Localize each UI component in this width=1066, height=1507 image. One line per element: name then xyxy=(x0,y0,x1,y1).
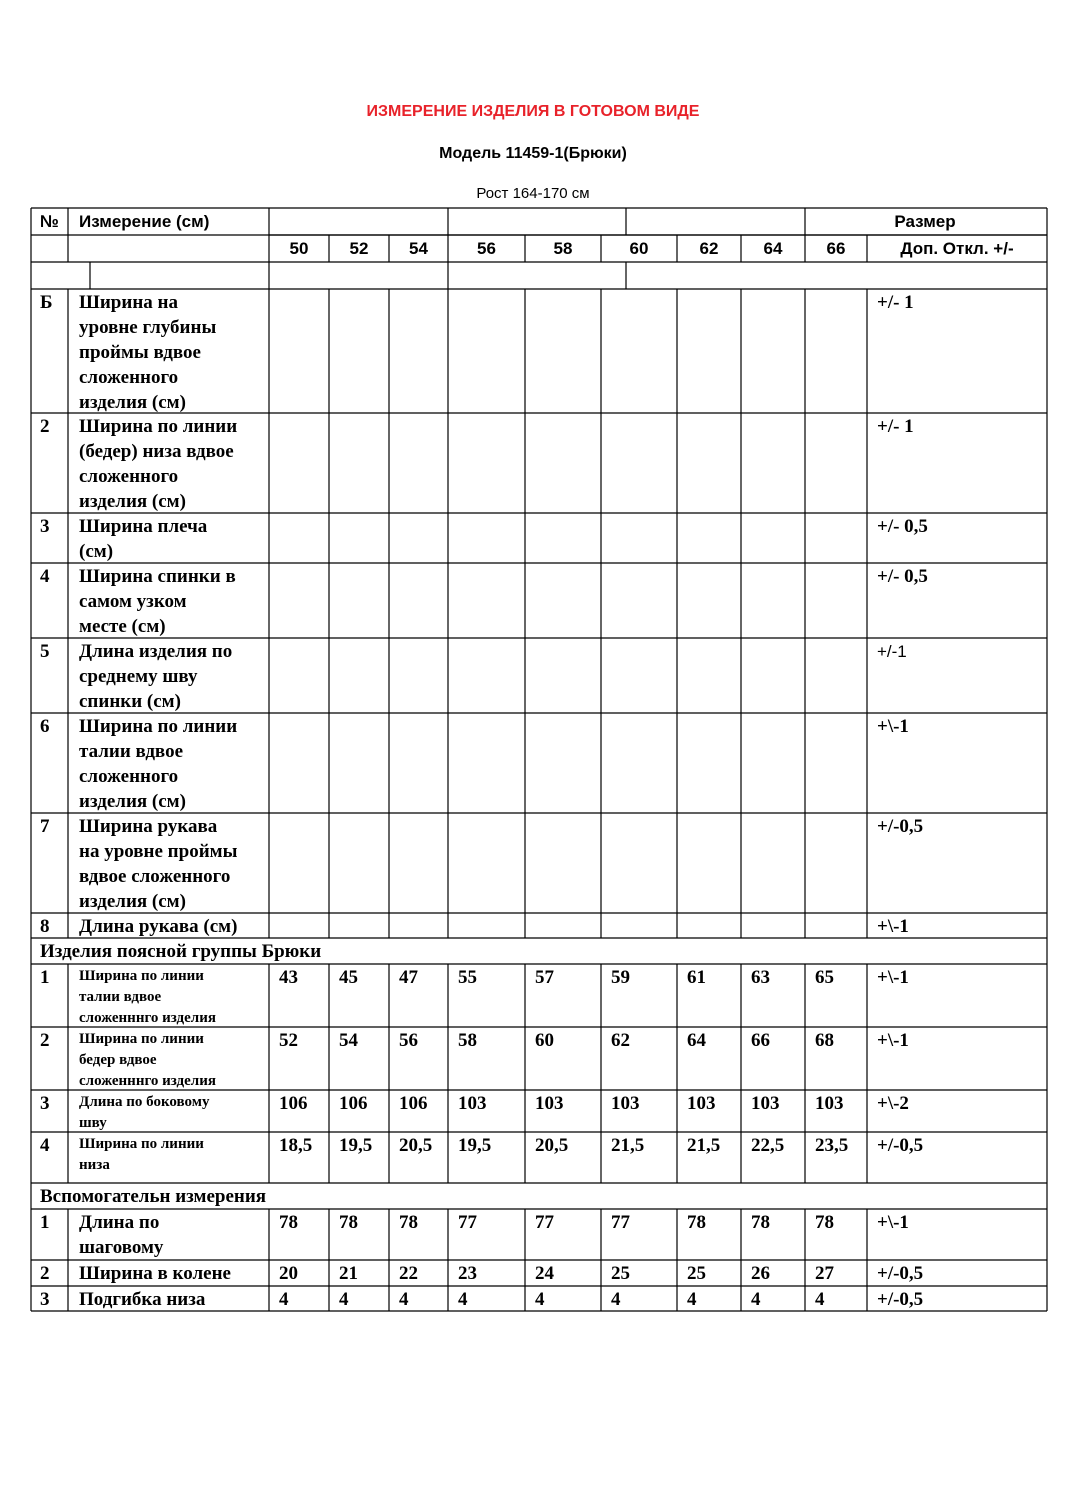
measure-label: уровне глубины xyxy=(79,317,217,338)
size-header-56: 56 xyxy=(477,239,496,258)
col-tol-header: Доп. Откл. +/- xyxy=(900,239,1014,258)
measure-label: сложенннго изделия xyxy=(79,1073,216,1089)
size-value: 57 xyxy=(535,967,554,988)
tolerance: +/-0,5 xyxy=(877,1263,924,1284)
row-num: 1 xyxy=(40,1212,50,1233)
size-header-58: 58 xyxy=(553,239,573,258)
row-num: 4 xyxy=(40,1135,50,1156)
size-value: 4 xyxy=(279,1289,289,1310)
size-value: 78 xyxy=(751,1212,770,1233)
size-value: 56 xyxy=(399,1030,418,1051)
measure-label: сложенного xyxy=(79,466,179,487)
size-value: 25 xyxy=(687,1263,706,1284)
size-value: 4 xyxy=(751,1289,761,1310)
size-header-64: 64 xyxy=(763,239,783,258)
tolerance: +/-1 xyxy=(877,642,907,661)
size-value: 4 xyxy=(458,1289,468,1310)
measure-label: Ширина по линии xyxy=(79,716,238,737)
size-value: 77 xyxy=(458,1212,477,1233)
measure-label: Длина по xyxy=(79,1212,160,1233)
size-header-60: 60 xyxy=(629,239,649,258)
measure-label: сложенннго изделия xyxy=(79,1010,216,1026)
size-value: 47 xyxy=(399,967,418,988)
size-value: 4 xyxy=(399,1289,409,1310)
measure-label: вдвое сложенного xyxy=(79,866,231,887)
measure-label: изделия (см) xyxy=(79,891,186,912)
size-value: 19,5 xyxy=(339,1135,373,1156)
measure-label: (бедер) низа вдвое xyxy=(79,441,234,462)
measure-label: месте (см) xyxy=(79,616,166,637)
size-value: 78 xyxy=(339,1212,358,1233)
size-value: 64 xyxy=(687,1030,706,1051)
tolerance: +/-0,5 xyxy=(877,1289,924,1310)
size-value: 103 xyxy=(535,1093,564,1114)
measure-label: среднему шву xyxy=(79,666,198,687)
size-value: 54 xyxy=(339,1030,358,1051)
size-value: 43 xyxy=(279,967,298,988)
measure-label: талии вдвое xyxy=(79,741,183,762)
size-value: 25 xyxy=(611,1263,630,1284)
measure-label: сложенного xyxy=(79,367,179,388)
measure-label: Ширина по линии xyxy=(79,416,238,437)
row-num: 7 xyxy=(40,816,50,837)
size-value: 60 xyxy=(535,1030,554,1051)
size-header-66: 66 xyxy=(826,239,846,258)
size-value: 103 xyxy=(611,1093,640,1114)
size-value: 4 xyxy=(339,1289,349,1310)
measure-label: Ширина плеча xyxy=(79,516,208,537)
measure-label: Длина изделия по xyxy=(79,641,233,662)
tolerance: +/- 0,5 xyxy=(877,516,928,537)
size-value: 4 xyxy=(687,1289,697,1310)
size-value: 19,5 xyxy=(458,1135,492,1156)
measure-label: изделия (см) xyxy=(79,791,186,812)
col-measure-header: Измерение (см) xyxy=(79,212,210,231)
measure-label: низа xyxy=(79,1157,110,1173)
size-value: 22 xyxy=(399,1263,418,1284)
measure-label: Ширина спинки в xyxy=(79,566,236,587)
size-value: 103 xyxy=(687,1093,716,1114)
measure-label: бедер вдвое xyxy=(79,1052,157,1068)
tolerance: +\-1 xyxy=(877,916,909,937)
size-value: 27 xyxy=(815,1263,834,1284)
size-value: 103 xyxy=(458,1093,487,1114)
size-value: 103 xyxy=(751,1093,780,1114)
measure-label: Ширина по линии xyxy=(79,1031,204,1047)
size-value: 61 xyxy=(687,967,706,988)
measure-label: Ширина по линии xyxy=(79,1136,204,1152)
size-value: 23 xyxy=(458,1263,477,1284)
size-value: 77 xyxy=(611,1212,630,1233)
row-num: Б xyxy=(40,292,53,313)
row-num: 3 xyxy=(40,1093,50,1114)
row-num: 4 xyxy=(40,566,50,587)
measure-label: (см) xyxy=(79,541,114,562)
row-num: 3 xyxy=(40,516,50,537)
size-value: 66 xyxy=(751,1030,770,1051)
size-value: 21,5 xyxy=(611,1135,645,1156)
row-num: 5 xyxy=(40,641,50,662)
size-value: 4 xyxy=(611,1289,621,1310)
size-value: 20 xyxy=(279,1263,298,1284)
section-title-auxiliary: Вспомогательн измерения xyxy=(40,1186,267,1207)
size-value: 18,5 xyxy=(279,1135,313,1156)
size-value: 55 xyxy=(458,967,477,988)
measure-label: Ширина рукава xyxy=(79,816,218,837)
measure-label: изделия (см) xyxy=(79,392,186,413)
tolerance: +/-0,5 xyxy=(877,816,924,837)
measure-label: на уровне проймы xyxy=(79,841,238,862)
row-num: 2 xyxy=(40,1263,50,1284)
row-num: 3 xyxy=(40,1289,50,1310)
row-num: 2 xyxy=(40,1030,50,1051)
tolerance: +/- 1 xyxy=(877,416,914,437)
size-value: 62 xyxy=(611,1030,630,1051)
size-value: 45 xyxy=(339,967,358,988)
size-value: 24 xyxy=(535,1263,554,1284)
measure-label: Ширина по линии xyxy=(79,968,204,984)
size-header-62: 62 xyxy=(699,239,719,258)
size-value: 58 xyxy=(458,1030,477,1051)
height-label: Рост 164-170 см xyxy=(476,185,590,202)
measure-label: спинки (см) xyxy=(79,691,181,712)
size-value: 106 xyxy=(279,1093,308,1114)
size-value: 22,5 xyxy=(751,1135,785,1156)
measure-label: проймы вдвое xyxy=(79,342,201,363)
size-value: 4 xyxy=(815,1289,825,1310)
size-value: 106 xyxy=(399,1093,428,1114)
col-num-header: № xyxy=(40,212,59,231)
size-value: 20,5 xyxy=(399,1135,433,1156)
size-value: 52 xyxy=(279,1030,298,1051)
row-num: 1 xyxy=(40,967,50,988)
size-value: 21 xyxy=(339,1263,358,1284)
tolerance: +\-1 xyxy=(877,1030,909,1051)
size-value: 106 xyxy=(339,1093,368,1114)
size-value: 20,5 xyxy=(535,1135,569,1156)
model-label: Модель 11459-1(Брюки) xyxy=(439,145,627,162)
tolerance: +\-1 xyxy=(877,716,909,737)
size-value: 59 xyxy=(611,967,630,988)
measure-label: Ширина в колене xyxy=(79,1263,231,1284)
measure-label: Длина рукава (см) xyxy=(79,916,238,937)
row-num: 8 xyxy=(40,916,50,937)
tolerance: +/-0,5 xyxy=(877,1135,924,1156)
size-value: 65 xyxy=(815,967,834,988)
size-value: 103 xyxy=(815,1093,844,1114)
col-size-header: Размер xyxy=(894,212,956,231)
size-value: 78 xyxy=(815,1212,834,1233)
measure-label: Подгибка низа xyxy=(79,1289,206,1310)
size-value: 78 xyxy=(399,1212,418,1233)
row-num: 2 xyxy=(40,416,50,437)
size-value: 26 xyxy=(751,1263,770,1284)
size-value: 78 xyxy=(687,1212,706,1233)
size-header-52: 52 xyxy=(349,239,369,258)
size-value: 63 xyxy=(751,967,770,988)
measure-label: талии вдвое xyxy=(79,989,162,1005)
size-value: 78 xyxy=(279,1212,298,1233)
size-value: 4 xyxy=(535,1289,545,1310)
tolerance: +\-1 xyxy=(877,1212,909,1233)
row-num: 6 xyxy=(40,716,50,737)
size-value: 23,5 xyxy=(815,1135,849,1156)
measure-label: самом узком xyxy=(79,591,187,612)
measure-label: Длина по боковому xyxy=(79,1094,210,1110)
size-value: 68 xyxy=(815,1030,834,1051)
size-value: 21,5 xyxy=(687,1135,721,1156)
size-header-54: 54 xyxy=(409,239,428,258)
tolerance: +\-1 xyxy=(877,967,909,988)
tolerance: +/- 0,5 xyxy=(877,566,928,587)
measure-label: изделия (см) xyxy=(79,491,186,512)
tolerance: +/- 1 xyxy=(877,292,914,313)
page-title: ИЗМЕРЕНИЕ ИЗДЕЛИЯ В ГОТОВОМ ВИДЕ xyxy=(366,103,700,120)
measure-label: шаговому xyxy=(79,1237,164,1258)
measure-label: Ширина на xyxy=(79,292,178,313)
measure-label: шву xyxy=(79,1115,107,1131)
section-title-waist-group: Изделия поясной группы Брюки xyxy=(40,941,322,962)
measure-label: сложенного xyxy=(79,766,179,787)
tolerance: +\-2 xyxy=(877,1093,909,1114)
size-value: 77 xyxy=(535,1212,554,1233)
size-header-50: 50 xyxy=(289,239,309,258)
